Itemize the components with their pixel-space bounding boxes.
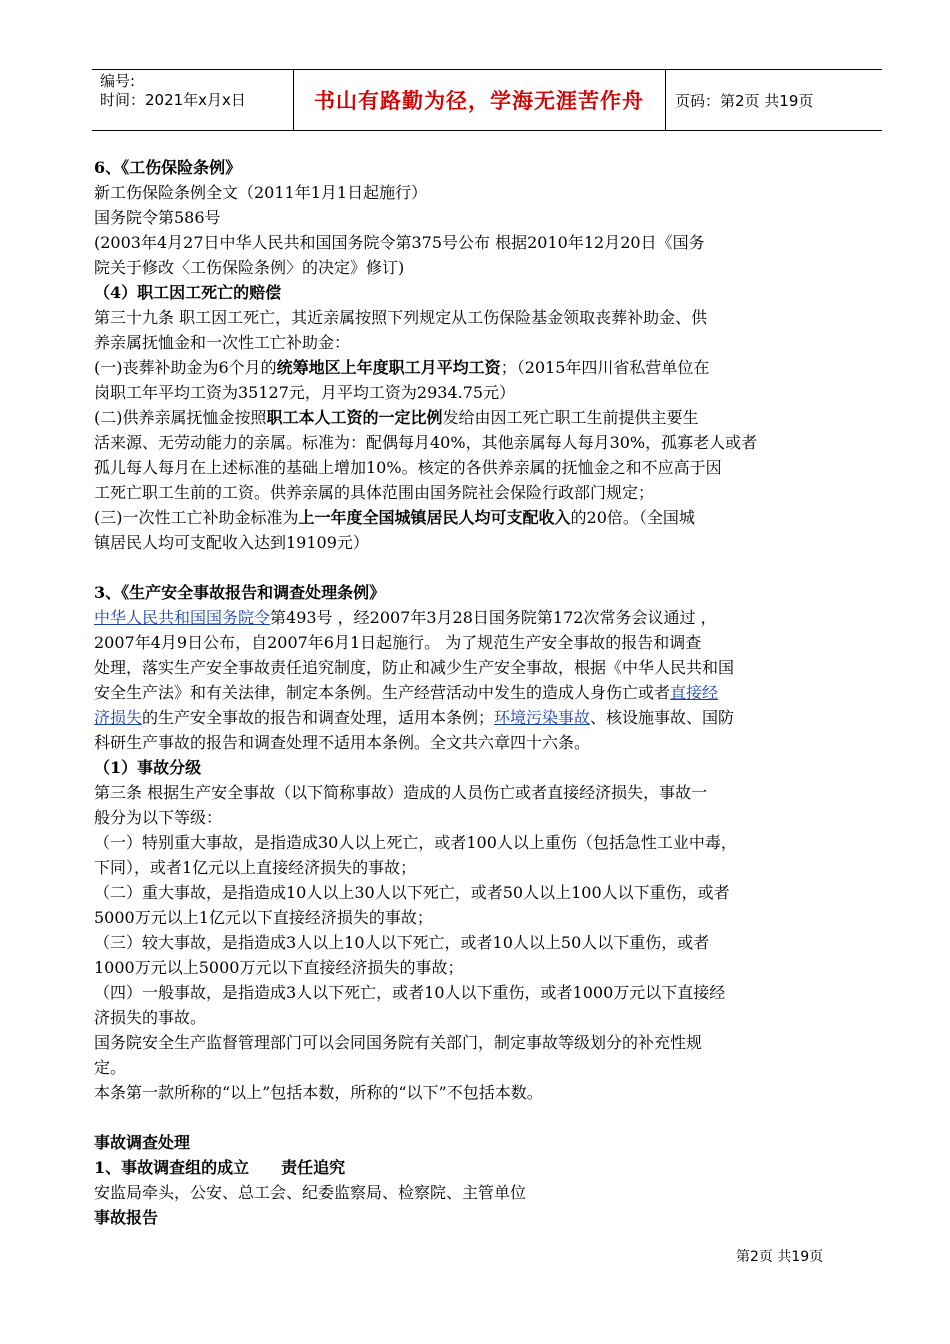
header-number-label: 编号: [100,72,136,90]
text-run: 第493号 ，经2007年3月28日国务院第172次常务会议通过 ， [270,608,717,627]
header-page-label: 页码：第2页 共19页 [675,91,814,110]
paragraph-line: 孤儿每人每月在上述标准的基础上增加10%。核定的各供养亲属的抚恤金之和不应高于因 [94,458,722,477]
document-body [94,155,834,1230]
regulation-link[interactable]: 中华人民共和国国务院令 [94,608,271,627]
text-run: 发给由因工死亡职工生前提供主要生 [442,408,699,427]
paragraph-line: （二）重大事故，是指造成10人以上30人以下死亡，或者50人以上100人以下重伤，或者 [94,883,730,902]
paragraph-line: 般分为以下等级： [94,808,223,827]
paragraph-line [94,680,834,705]
page-footer: 第2页 共19页 [736,1249,824,1265]
paragraph-line: 国务院安全生产监督管理部门可以会同国务院有关部门，制定事故等级划分的补充性规 [94,1033,703,1052]
section-title: 3、《生产安全事故报告和调查处理条例》 [94,583,386,602]
paragraph-line: 下同），或者1亿元以上直接经济损失的事故； [94,858,417,877]
paragraph-line: 国务院令第586号 [94,208,221,227]
text-run: 的20倍。（全国城 [570,508,695,527]
paragraph-line: 济损失的事故。 [94,1008,207,1027]
paragraph-line: 5000万元以上1亿元以下直接经济损失的事故； [94,908,433,927]
paragraph-line: 安监局牵头，公安、总工会、纪委监察局、检察院、主管单位 [94,1183,527,1202]
section-title: 6、《工伤保险条例》 [94,158,242,177]
header-divider [665,70,666,130]
spacer [94,1105,834,1130]
bold-text-run: 上一年度全国城镇居民人均可支配收入 [298,508,571,527]
subsection-title: 1、事故调查组的成立 责任追究 [94,1158,346,1177]
paragraph-line [94,355,834,380]
paragraph-line: (2003年4月27日中华人民共和国国务院令第375号公布 根据2010年12月20日《国务 [94,233,705,252]
paragraph-line: 处理，落实生产安全事故责任追究制度，防止和减少生产安全事故，根据《中华人民共和国 [94,658,735,677]
header-time-label: 时间：2021年x月x日 [100,91,246,109]
direct-loss-link[interactable]: 直接经 [670,683,719,702]
paragraph-line: 养亲属抚恤金和一次性工亡补助金： [94,333,351,352]
bold-text-run: 统筹地区上年度职工月平均工资 [276,358,501,377]
bold-text-run: 职工本人工资的一定比例 [266,408,443,427]
text-run: 、核设施事故、国防 [590,708,735,727]
paragraph-line: 科研生产事故的报告和调查处理不适用本条例。全文共六章四十六条。 [94,733,591,752]
subsection-title: 事故报告 [94,1208,159,1227]
text-run: ；（2015年四川省私营单位在 [500,358,710,377]
paragraph-line: 定。 [94,1058,127,1077]
paragraph-line: 工死亡职工生前的工资。供养亲属的具体范围由国务院社会保险行政部门规定； [94,483,655,502]
text-run: 安全生产法》和有关法律，制定本条例。生产经营活动中发生的造成人身伤亡或者 [94,683,671,702]
paragraph-line [94,405,834,430]
pollution-accident-link[interactable]: 环境污染事故 [494,708,591,727]
paragraph-line: 岗职工年平均工资为35127元，月平均工资为2934.75元） [94,383,516,402]
paragraph-line: 院关于修改〈工伤保险条例〉的决定》修订) [94,258,405,277]
paragraph-line: 镇居民人均可支配收入达到19109元） [94,533,369,552]
paragraph-line: （四）一般事故，是指造成3人以下死亡，或者10人以下重伤，或者1000万元以下直接经 [94,983,726,1002]
page-header [92,69,882,131]
text-run: 的生产安全事故的报告和调查处理，适用本条例； [142,708,495,727]
subsection-title: （4）职工因工死亡的赔偿 [94,283,282,302]
paragraph-line: 本条第一款所称的“以上”包括本数，所称的“以下”不包括本数。 [94,1083,543,1102]
paragraph-line: 第三条 根据生产安全事故（以下简称事故）造成的人员伤亡或者直接经济损失，事故一 [94,783,708,802]
text-run: (一)丧葬补助金为6个月的 [94,358,277,377]
text-run: (二)供养亲属抚恤金按照 [94,408,267,427]
section-title: 事故调查处理 [94,1133,191,1152]
paragraph-line [94,705,834,730]
paragraph-line [94,505,834,530]
paragraph-line: 新工伤保险条例全文（2011年1月1日起施行） [94,183,428,202]
paragraph-line: 1000万元以上5000万元以下直接经济损失的事故； [94,958,464,977]
paragraph-line: （三）较大事故，是指造成3人以上10人以下死亡，或者10人以上50人以下重伤，或者 [94,933,710,952]
paragraph-line: （一）特别重大事故，是指造成30人以上死亡，或者100人以上重伤（包括急性工业中毒， [94,833,737,852]
header-meta [100,72,246,110]
subsection-title: （1）事故分级 [94,758,202,777]
direct-loss-link[interactable]: 济损失 [94,708,143,727]
paragraph-line: 2007年4月9日公布，自2007年6月1日起施行。 为了规范生产安全事故的报告和调查 [94,633,702,652]
paragraph-line: 第三十九条 职工因工死亡，其近亲属按照下列规定从工伤保险基金领取丧葬补助金、供 [94,308,708,327]
paragraph-line [94,605,834,630]
text-run: (三)一次性工亡补助金标准为 [94,508,299,527]
paragraph-line: 活来源、无劳动能力的亲属。标准为：配偶每月40%，其他亲属每人每月30%，孤寡老人或者 [94,433,758,452]
header-motto: 书山有路勤为径，学海无涯苦作舟 [314,89,644,113]
spacer [94,555,834,580]
